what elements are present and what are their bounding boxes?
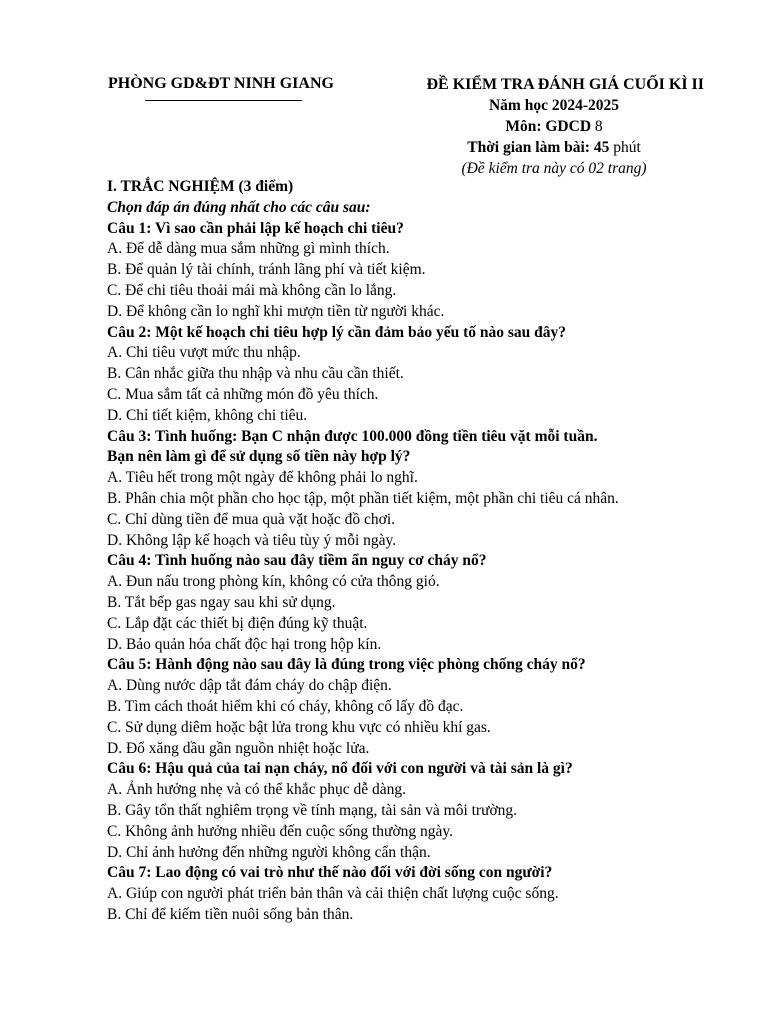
answer-option: C. Lắp đặt các thiết bị điện đúng kỹ thuật. (107, 614, 368, 632)
question-block (107, 427, 727, 552)
subject-label: Môn: GDCD (505, 118, 592, 135)
exam-title: ĐỀ KIỂM TRA ĐÁNH GIÁ CUỐI KÌ II (426, 76, 704, 93)
question-block (107, 551, 727, 655)
section-title: I. TRẮC NGHIỆM (3 điểm) (107, 178, 294, 195)
question-text: Câu 4: Tình huống nào sau đây tiềm ẩn nguy cơ cháy nổ? (107, 552, 487, 570)
question-text: Câu 7: Lao động có vai trò như thế nào đối với đời sống con người? (107, 864, 553, 882)
answer-option: D. Đổ xăng dầu gần nguồn nhiệt hoặc lửa. (107, 739, 370, 757)
answer-option: A. Giúp con người phát triển bản thân và cải thiện chất lượng cuộc sống. (107, 885, 559, 903)
question-text: Câu 2: Một kế hoạch chi tiêu hợp lý cần đảm bảo yếu tố nào sau đây? (107, 323, 566, 341)
answer-option: D. Bảo quản hóa chất độc hại trong hộp kín. (107, 635, 382, 653)
answer-option: D. Chỉ tiết kiệm, không chi tiêu. (107, 406, 308, 424)
answer-option: B. Tìm cách thoát hiểm khi có cháy, không cố lấy đồ đạc. (107, 697, 464, 715)
question-block (107, 863, 727, 925)
question-text: Câu 3: Tình huống: Bạn C nhận được 100.000 đồng tiền tiêu vặt mỗi tuần. (107, 427, 598, 445)
department-underline (145, 100, 302, 101)
question-block (107, 323, 727, 427)
answer-option: A. Dùng nước dập tắt đám cháy do chập điện. (107, 677, 392, 695)
answer-option: C. Mua sắm tất cả những món đồ yêu thích. (107, 385, 379, 403)
question-text: Bạn nên làm gì để sử dụng số tiền này hợp lý? (107, 448, 411, 466)
answer-option: A. Đun nấu trong phòng kín, không có cửa thông gió. (107, 573, 440, 591)
answer-option: B. Gây tổn thất nghiêm trọng về tính mạng, tài sản và môi trường. (107, 801, 518, 819)
answer-option: B. Để quản lý tài chính, tránh lãng phí và tiết kiệm. (107, 261, 426, 279)
answer-option: A. Tiêu hết trong một ngày để không phải lo nghĩ. (107, 469, 418, 487)
answer-option: B. Chỉ để kiếm tiền nuôi sống bản thân. (107, 905, 354, 923)
department-name: PHÒNG GD&ĐT NINH GIANG (108, 75, 334, 92)
answer-option: A. Để dễ dàng mua sắm những gì mình thích. (107, 240, 390, 258)
answer-option: B. Cân nhắc giữa thu nhập và nhu cầu cần thiết. (107, 365, 404, 383)
question-list (107, 219, 727, 926)
answer-option: C. Không ảnh hưởng nhiều đến cuộc sống thường ngày. (107, 822, 454, 840)
question-text: Câu 5: Hành động nào sau đây là đúng trong việc phòng chống cháy nổ? (107, 656, 586, 674)
answer-option: A. Ảnh hưởng nhẹ và có thể khắc phục dễ dàng. (107, 781, 406, 799)
question-block (107, 655, 727, 759)
page-note: (Đề kiểm tra này có 02 trang) (461, 160, 647, 177)
section-instruction: Chọn đáp án đúng nhất cho các câu sau: (107, 198, 371, 216)
question-text: Câu 1: Vì sao cần phải lập kế hoạch chi tiêu? (107, 219, 404, 237)
question-block (107, 219, 727, 323)
document-header (0, 74, 768, 184)
question-text: Câu 6: Hậu quả của tai nạn cháy, nổ đối với con người và tài sản là gì? (107, 760, 573, 778)
exam-content (107, 177, 727, 926)
subject-grade: 8 (594, 118, 603, 135)
exam-info (380, 74, 728, 179)
answer-option: D. Chỉ ảnh hưởng đến những người không cẩn thận. (107, 843, 431, 861)
subject (380, 116, 728, 137)
answer-option: B. Phân chia một phần cho học tập, một phần tiết kiệm, một phần chi tiêu cá nhân. (107, 489, 619, 507)
answer-option: D. Không lập kế hoạch và tiêu tùy ý mỗi ngày. (107, 531, 397, 549)
answer-option: A. Chi tiêu vượt mức thu nhập. (107, 344, 301, 362)
answer-option: B. Tắt bếp gas ngay sau khi sử dụng. (107, 593, 336, 611)
duration-label: Thời gian làm bài: 45 (467, 139, 610, 156)
answer-option: D. Để không cần lo nghĩ khi mượn tiền từ người khác. (107, 302, 445, 320)
question-block (107, 759, 727, 863)
answer-option: C. Để chi tiêu thoải mái mà không cần lo lắng. (107, 281, 397, 299)
answer-option: C. Sử dụng diêm hoặc bật lửa trong khu vực có nhiều khí gas. (107, 718, 491, 736)
duration (380, 137, 728, 158)
school-year: Năm học 2024-2025 (488, 97, 620, 114)
answer-option: C. Chỉ dùng tiền để mua quà vặt hoặc đồ chơi. (107, 510, 395, 528)
duration-unit: phút (613, 139, 641, 156)
